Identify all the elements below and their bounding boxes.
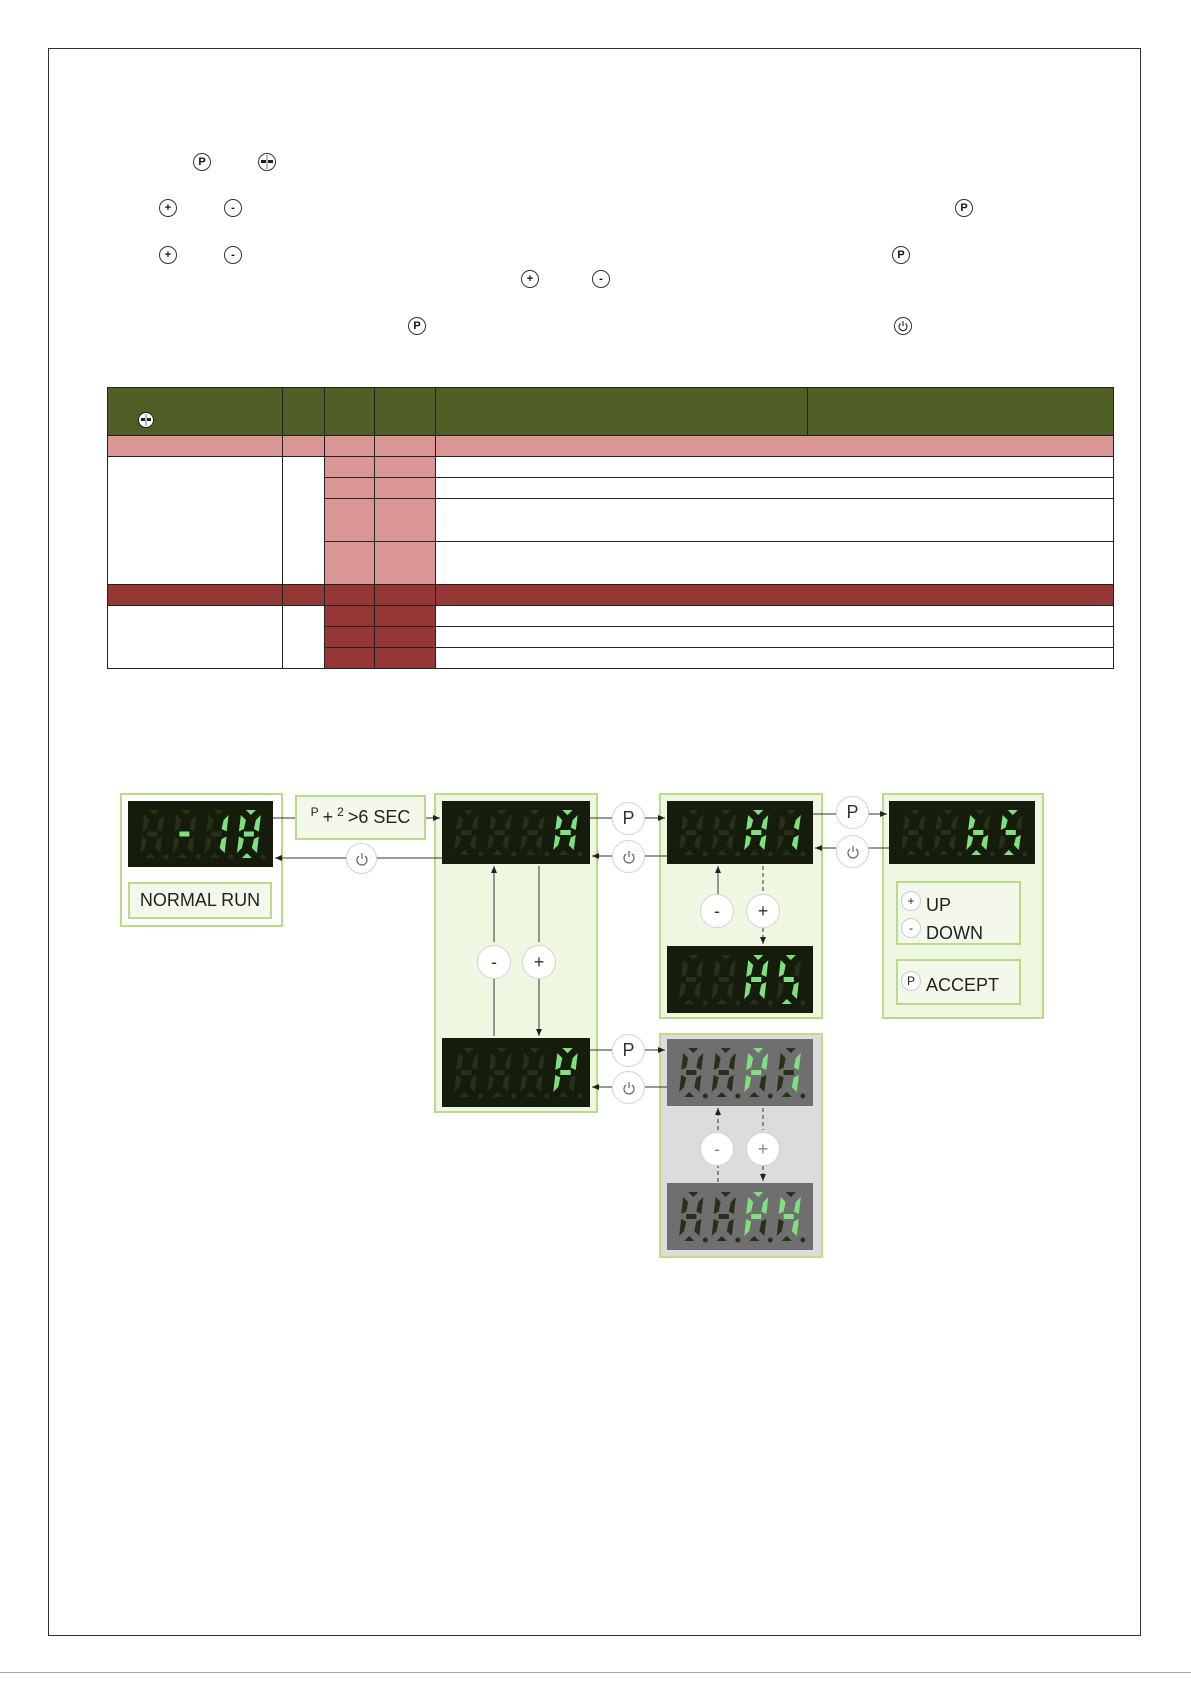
minus-button[interactable]: -: [700, 894, 734, 928]
minus-legend-icon: -: [901, 918, 921, 938]
p-glyph: P: [198, 155, 206, 168]
p-glyph: P: [897, 248, 905, 261]
p-legend-icon: P: [901, 971, 921, 991]
minus-glyph: -: [231, 248, 235, 261]
combo-plus: +: [322, 807, 334, 827]
combo-duration: >6 SEC: [347, 807, 411, 827]
accept-label: ACCEPT: [926, 975, 1000, 995]
key-2-label: 2: [337, 804, 344, 819]
plus-button[interactable]: +: [522, 945, 556, 979]
minus-button[interactable]: -: [700, 1132, 734, 1166]
p-glyph: P: [960, 201, 968, 214]
p-button[interactable]: P: [612, 802, 645, 835]
minus-button[interactable]: -: [477, 945, 511, 979]
plus-button[interactable]: +: [746, 894, 780, 928]
p-button[interactable]: P: [612, 1034, 645, 1067]
up-label: UP: [926, 895, 952, 915]
plus-legend-icon: +: [901, 891, 921, 911]
plus-glyph: +: [526, 272, 534, 285]
bottom-rule: [0, 1672, 1191, 1673]
p-button[interactable]: P: [836, 796, 869, 829]
power-button[interactable]: [612, 1071, 645, 1104]
p-glyph: P: [413, 319, 421, 332]
p-key-label: P: [310, 804, 319, 819]
normal-run-label: NORMAL RUN: [128, 882, 272, 919]
power-button[interactable]: [346, 843, 377, 874]
power-button[interactable]: [612, 840, 645, 873]
plus-glyph: +: [164, 201, 172, 214]
power-button[interactable]: [836, 835, 869, 868]
down-label: DOWN: [926, 923, 983, 943]
plus-button[interactable]: +: [746, 1132, 780, 1166]
plus-glyph: +: [164, 248, 172, 261]
minus-glyph: -: [599, 272, 603, 285]
minus-glyph: -: [231, 201, 235, 214]
